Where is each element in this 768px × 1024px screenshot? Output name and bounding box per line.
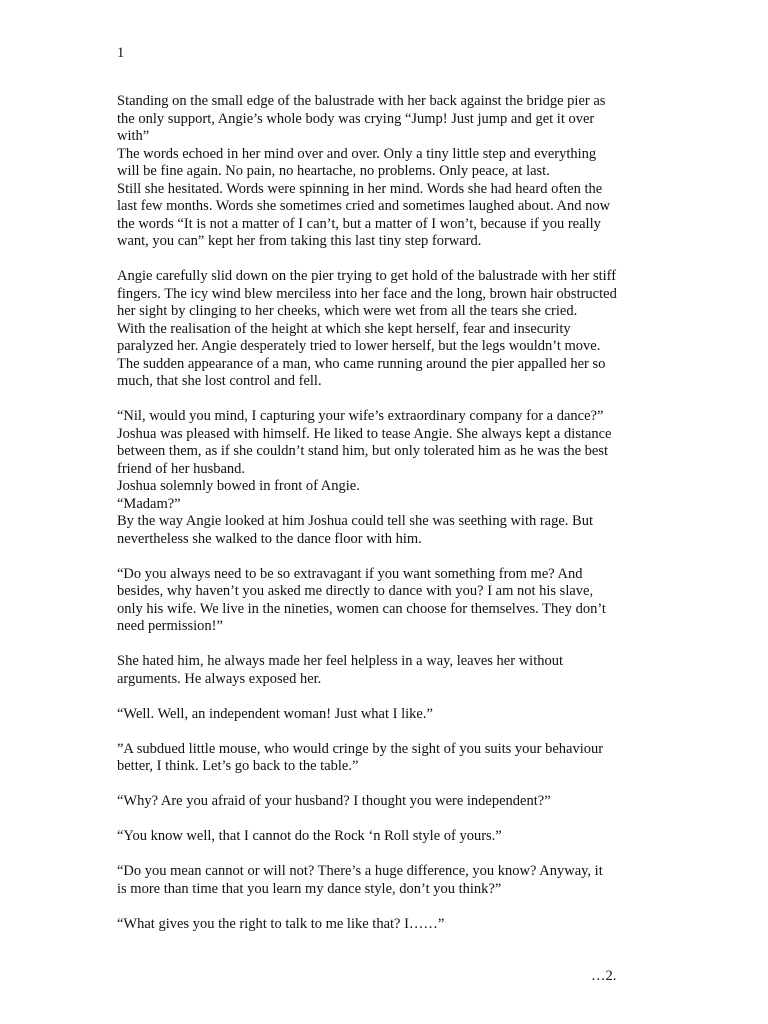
text-line: “What gives you the right to talk to me like that? I……” — [117, 915, 445, 932]
text-line: Still she hesitated. Words were spinning in her mind. Words she had heard often the — [117, 180, 603, 197]
paragraph — [117, 863, 647, 898]
text-line: the only support, Angie’s whole body was crying “Jump! Just jump and get it over — [117, 110, 595, 127]
text-line: much, that she lost control and fell. — [117, 373, 322, 389]
text-line: “Why? Are you afraid of your husband? I thought you were independent?” — [117, 793, 551, 809]
text-line: with” — [117, 128, 150, 144]
text-line: With the realisation of the height at which she kept herself, fear and insecurity — [117, 320, 571, 337]
text-line: ”A subdued little mouse, who would cringe by the sight of you suits your behaviour — [117, 740, 604, 757]
text-line: “Well. Well, an independent woman! Just what I like.” — [117, 705, 433, 722]
text-line: By the way Angie looked at him Joshua could tell she was seething with rage. But — [117, 513, 594, 529]
text-line: the words “It is not a matter of I can’t, but a matter of I won’t, because if you really — [117, 215, 601, 232]
paragraph — [117, 93, 647, 251]
paragraph — [117, 566, 647, 636]
text-line: will be fine again. No pain, no heartache, no problems. Only peace, at last. — [117, 163, 550, 179]
text-line: paralyzed her. Angie desperately tried to lower herself, but the legs wouldn’t move. — [117, 338, 601, 354]
text-line: better, I think. Let’s go back to the table.” — [117, 758, 359, 774]
text-line: The sudden appearance of a man, who came running around the pier appalled her so — [117, 355, 606, 372]
paragraph — [117, 828, 647, 846]
paragraph — [117, 741, 647, 776]
text-line: Joshua solemnly bowed in front of Angie. — [117, 478, 360, 494]
text-line: besides, why haven’t you asked me directly to dance with you? I am not his slave, — [117, 583, 594, 599]
text-line: only his wife. We live in the nineties, women can choose for themselves. They don’t — [117, 600, 606, 617]
text-line: last few months. Words she sometimes cried and sometimes laughed about. And now — [117, 198, 611, 214]
text-line: The words echoed in her mind over and over. Only a tiny little step and everything — [117, 145, 597, 162]
page-number: 1 — [117, 45, 125, 61]
text-line: “Do you always need to be so extravagant if you want something from me? And — [117, 565, 583, 582]
text-line: She hated him, he always made her feel helpless in a way, leaves her without — [117, 653, 563, 669]
text-line: “Do you mean cannot or will not? There’s a huge difference, you know? Anyway, it — [117, 863, 603, 879]
text-line: “Madam?” — [117, 495, 181, 512]
paragraph — [117, 653, 647, 688]
story-text — [117, 93, 647, 951]
text-line: “You know well, that I cannot do the Rock ‘n Roll style of yours.” — [117, 828, 502, 844]
text-line: fingers. The icy wind blew merciless into her face and the long, brown hair obstructed — [117, 285, 617, 302]
text-line: need permission!” — [117, 618, 223, 634]
continuation-marker: …2. — [591, 968, 617, 984]
paragraph — [117, 408, 647, 548]
paragraph — [117, 916, 647, 934]
text-line: is more than time that you learn my dance style, don’t you think?” — [117, 880, 502, 897]
text-line: arguments. He always exposed her. — [117, 670, 322, 687]
paragraph — [117, 268, 647, 391]
text-line: nevertheless she walked to the dance floor with him. — [117, 530, 422, 547]
text-line: between them, as if she couldn’t stand him, but only tolerated him as he was the best — [117, 443, 609, 459]
text-line: friend of her husband. — [117, 460, 246, 477]
text-line: Joshua was pleased with himself. He liked to tease Angie. She always kept a distance — [117, 425, 612, 442]
text-line: her sight by clinging to her cheeks, which were wet from all the tears she cried. — [117, 303, 578, 319]
text-line: “Nil, would you mind, I capturing your wife’s extraordinary company for a dance?” — [117, 408, 604, 424]
paragraph — [117, 793, 647, 811]
text-line: Standing on the small edge of the balustrade with her back against the bridge pier as — [117, 93, 606, 109]
text-line: want, you can” kept her from taking this last tiny step forward. — [117, 233, 482, 249]
paragraph — [117, 706, 647, 724]
text-line: Angie carefully slid down on the pier trying to get hold of the balustrade with her stiff — [117, 268, 617, 284]
